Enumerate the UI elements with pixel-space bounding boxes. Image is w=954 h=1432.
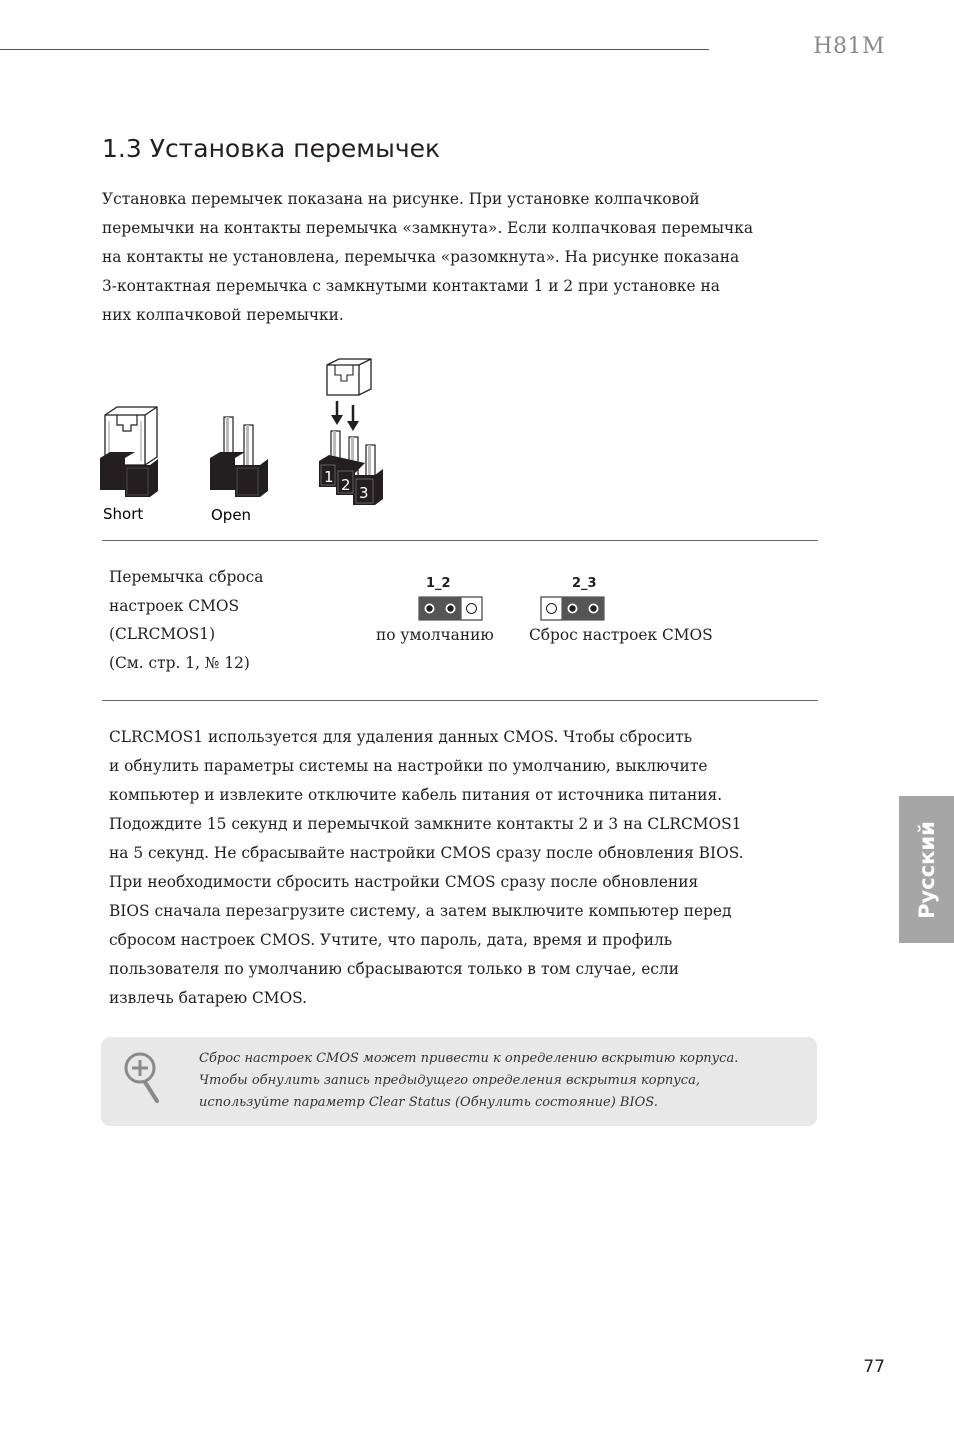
jumper-name-line: (CLRCMOS1) [109, 625, 216, 644]
short-jumper-drawing [100, 407, 158, 497]
note-text [199, 1048, 738, 1114]
pin-number-1: 1 [324, 468, 334, 486]
body-line: CLRCMOS1 используется для удаления данных CMOS. Чтобы сбросить [109, 728, 693, 746]
body-line: При необходимости сбросить настройки CMOS сразу после обновления [109, 873, 699, 891]
note-line: Сброс настроек CMOS может привести к определению вскрытию корпуса. [199, 1051, 739, 1066]
intro-line: Установка перемычек показана на рисунке. При установке колпачковой [102, 190, 700, 208]
jumper-illustration [95, 355, 405, 530]
body-line: BIOS сначала перезагрузите систему, а затем выключите компьютер перед [109, 902, 732, 920]
pin-number-2: 2 [341, 476, 351, 494]
body-paragraph [109, 723, 809, 1013]
clear-caption: Сброс настроек CMOS [529, 626, 713, 644]
body-line: компьютер и извлеките отключите кабель питания от источника питания. [109, 786, 723, 804]
short-label: Short [103, 505, 144, 523]
note-line: используйте параметр Clear Status (Обнулить состояние) BIOS. [199, 1095, 658, 1110]
language-side-tab-label: Русский [914, 820, 939, 919]
jumper-name [109, 563, 263, 678]
jumper-name-line: (См. стр. 1, № 12) [109, 654, 250, 673]
table-rule-top [102, 540, 818, 541]
table-rule-bottom [102, 700, 818, 701]
note-line: Чтобы обнулить запись предыдущего определения вскрытия корпуса, [199, 1073, 700, 1088]
clear-pin-header-icon [540, 596, 606, 622]
jumper-name-line: настроек CMOS [109, 596, 240, 615]
intro-line: 3-контактная перемычка с замкнутыми контактами 1 и 2 при установке на [102, 277, 720, 295]
open-label: Open [211, 506, 252, 524]
body-line: и обнулить параметры системы на настройки по умолчанию, выключите [109, 757, 708, 775]
body-line: на 5 секунд. Не сбрасывайте настройки CMOS сразу после обновления BIOS. [109, 844, 744, 862]
jumper-name-line: Перемычка сброса [109, 568, 264, 586]
pin-number-3: 3 [359, 484, 369, 502]
jumper-illustration-svg [95, 355, 405, 530]
body-line: пользователя по умолчанию сбрасываются только в том случае, если [109, 960, 679, 978]
open-jumper-drawing [210, 417, 268, 497]
intro-line: на контакты не установлена, перемычка «разомкнута». На рисунке показана [102, 248, 740, 266]
default-pins-label: 1_2 [426, 576, 451, 591]
body-line: сбросом настроек CMOS. Учтите, что пароль, дата, время и профиль [109, 931, 673, 949]
section-heading: 1.3 Установка перемычек [102, 134, 441, 163]
default-caption: по умолчанию [376, 626, 494, 644]
intro-line: них колпачковой перемычки. [102, 306, 344, 324]
clear-pins-label: 2_3 [572, 576, 597, 591]
page-number: 77 [863, 1357, 885, 1377]
body-line: Подождите 15 секунд и перемычкой замкните контакты 2 и 3 на CLRCMOS1 [109, 815, 742, 833]
default-pin-header-icon [418, 596, 484, 622]
magnifier-plus-icon [123, 1051, 163, 1103]
body-line: извлечь батарею CMOS. [109, 989, 308, 1007]
intro-paragraph [102, 185, 792, 330]
language-side-tab [899, 796, 954, 943]
model-name: H81M [813, 34, 885, 59]
intro-line: перемычки на контакты перемычка «замкнута». Если колпачковая перемычка [102, 219, 754, 237]
header-rule [0, 49, 709, 50]
